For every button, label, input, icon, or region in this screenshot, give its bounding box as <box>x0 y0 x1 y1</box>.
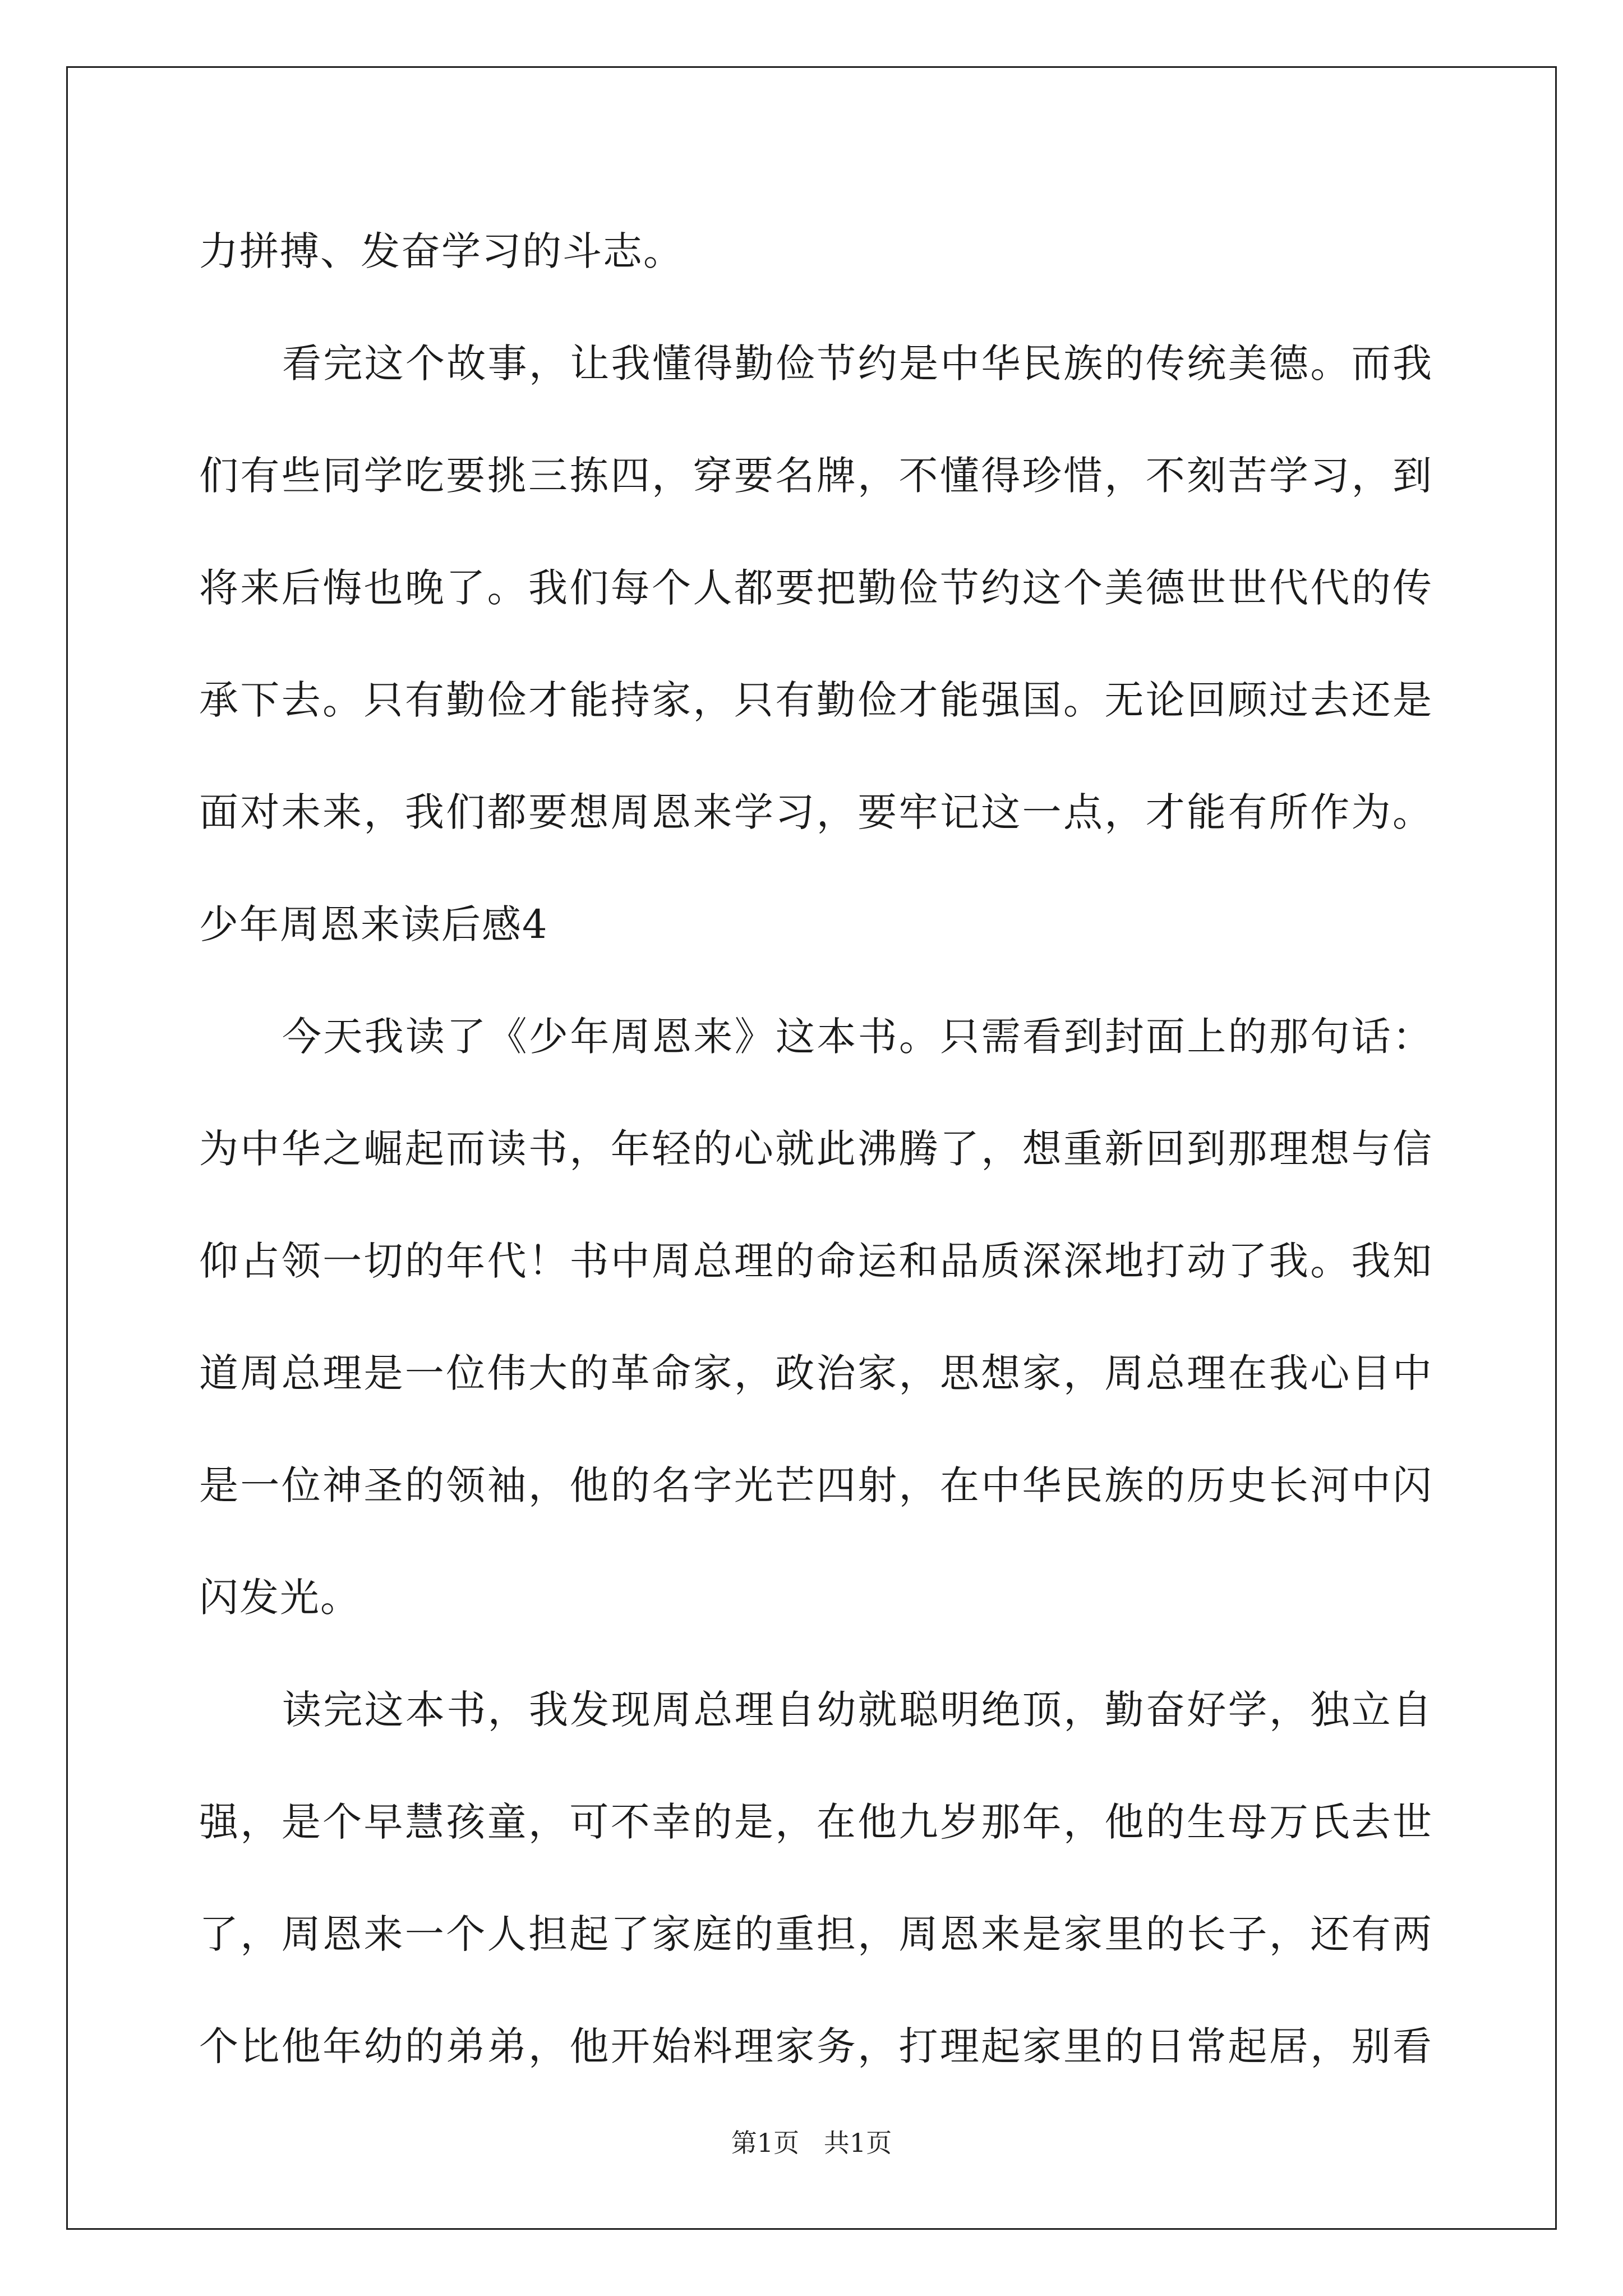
paragraph-start-line: 看完这个故事，让我懂得勤俭节约是中华民族的传统美德。而我 <box>282 341 1433 386</box>
text-line: 道周总理是一位伟大的革命家，政治家，思想家，周总理在我心目中 <box>199 1350 1433 1396</box>
paragraph-start-line: 今天我读了《少年周恩来》这本书。只需看到封面上的那句话： <box>282 1014 1433 1060</box>
text-line: 将来后悔也晚了。我们每个人都要把勤俭节约这个美德世世代代的传 <box>199 565 1433 611</box>
text-line: 力拼搏、发奋学习的斗志。 <box>199 228 684 274</box>
text-line: 个比他年幼的弟弟，他开始料理家务，打理起家里的日常起居，别看 <box>199 2023 1433 2069</box>
text-line: 为中华之崛起而读书，年轻的心就此沸腾了，想重新回到那理想与信 <box>199 1126 1433 1172</box>
text-line: 面对未来，我们都要想周恩来学习，要牢记这一点，才能有所作为。 <box>199 789 1433 835</box>
text-line: 是一位神圣的领袖，他的名字光芒四射，在中华民族的历史长河中闪 <box>199 1462 1433 1508</box>
text-line: 了，周恩来一个人担起了家庭的重担，周恩来是家里的长子，还有两 <box>199 1911 1433 1957</box>
text-line: 闪发光。 <box>199 1575 361 1621</box>
section-heading: 少年周恩来读后感4 <box>199 901 548 947</box>
text-line: 强，是个早慧孩童，可不幸的是，在他九岁那年，他的生母万氏去世 <box>199 1799 1433 1845</box>
text-line: 仰占领一切的年代！书中周总理的命运和品质深深地打动了我。我知 <box>199 1238 1433 1284</box>
text-line: 承下去。只有勤俭才能持家，只有勤俭才能强国。无论回顾过去还是 <box>199 677 1433 723</box>
paragraph-start-line: 读完这本书，我发现周总理自幼就聪明绝顶，勤奋好学，独立自 <box>282 1687 1433 1733</box>
text-line: 们有些同学吃要挑三拣四，穿要名牌，不懂得珍惜，不刻苦学习，到 <box>199 453 1433 499</box>
page-number-footer: 第1页 共1页 <box>731 2128 892 2158</box>
